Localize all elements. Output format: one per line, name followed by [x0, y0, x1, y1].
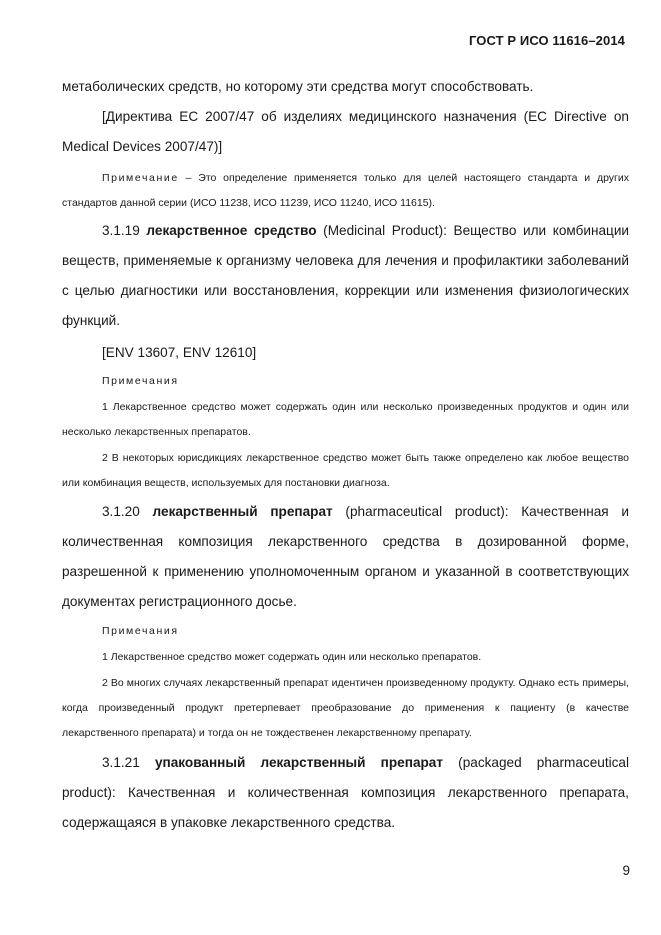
definition-number: 3.1.21	[102, 755, 155, 770]
notes-label: Примечания	[102, 375, 179, 387]
page-number: 9	[622, 863, 630, 878]
definition-3-1-19	[62, 216, 629, 336]
note-label: Примечание	[102, 172, 179, 184]
definition-text: (pharmaceutical product): Качественная и количественная композиция лекарственного средства в дозированной форме, разрешенной к применению уполномоченным органом и указанной в соответствующих документах регистрационного досье.	[62, 504, 630, 609]
directive-reference: [Директива ЕС 2007/47 об изделиях медицинского назначения (EC Directive on Medical Devices 2007/47)]	[62, 109, 629, 154]
note-20-1: 1 Лекарственное средство может содержать один или несколько препаратов.	[102, 651, 482, 663]
definition-text: (Medicinal Product): Вещество или комбинации веществ, применяемые к организму человека для лечения и профилактики заболеваний с целью диагностики или восстановления, коррекции или изменения физиологических функций.	[62, 223, 630, 328]
definition-text: (packaged pharmaceutical product): Качественная и количественная композиция лекарственного препарата, содержащаяся в упаковке лекарственного средства.	[62, 755, 629, 830]
definition-term: упакованный лекарственный препарат	[154, 755, 444, 770]
paragraph-continuation: метаболических средств, но которому эти средства могут способствовать.	[62, 79, 534, 94]
definition-3-1-21	[62, 748, 629, 838]
definition-3-1-20	[62, 497, 629, 617]
definition-term: лекарственное средство	[146, 223, 317, 238]
note-text: – Это определение применяется только для целей настоящего стандарта и других стандартов данной серии (ИСО 11238, ИСО 11239, ИСО 11240, ИСО 11615).	[62, 172, 629, 209]
note-19-2: 2 В некоторых юрисдикциях лекарственное средство может быть также определено как любое вещество или комбинация веществ, используемых для постановки диагноза.	[62, 452, 629, 489]
note-19-1: 1 Лекарственное средство может содержать один или несколько произведенных продуктов и один или несколько лекарственных препаратов.	[62, 401, 629, 438]
document-header: ГОСТ Р ИСО 11616–2014	[468, 33, 625, 48]
definition-term: лекарственный препарат	[152, 504, 333, 519]
reference-3-1-19: [ENV 13607, ENV 12610]	[102, 345, 257, 360]
note-20-2: 2 Во многих случаях лекарственный препарат идентичен произведенному продукту. Однако есть примеры, когда произведенный продукт претерпевает преобразование до применения к пациенту (в качестве лекарственного препарата) и тогда он не тождественен лекарственному препарату.	[62, 677, 629, 739]
definition-number: 3.1.19	[102, 223, 147, 238]
note-1	[62, 166, 629, 216]
definition-number: 3.1.20	[102, 504, 153, 519]
notes-label: Примечания	[102, 625, 179, 637]
